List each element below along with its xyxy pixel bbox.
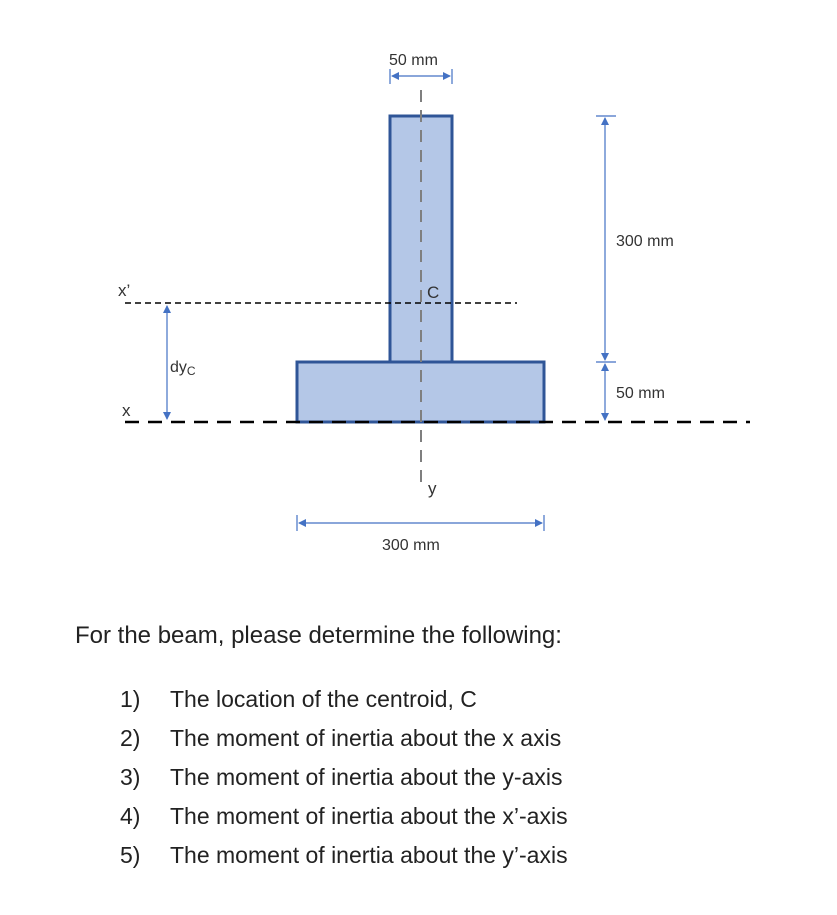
list-item: 1) The location of the centroid, C — [120, 686, 477, 712]
question-prompt: For the beam, please determine the following: — [75, 622, 562, 649]
x-prime-axis-label: x’ — [118, 281, 131, 300]
question-list — [120, 680, 568, 875]
base-height-label: 50 mm — [616, 385, 665, 402]
x-axis-label: x — [122, 401, 131, 420]
list-item: 2) The moment of inertia about the x axis — [120, 725, 562, 751]
dyc-label: dyC — [170, 359, 196, 378]
web-height-label: 300 mm — [616, 233, 674, 250]
y-axis-label: y — [428, 479, 437, 498]
list-item: 5) The moment of inertia about the y’-axis — [120, 842, 568, 868]
list-item: 4) The moment of inertia about the x’-axis — [120, 803, 568, 829]
base-width-label: 300 mm — [382, 537, 440, 554]
top-width-label: 50 mm — [389, 52, 438, 69]
centroid-label: C — [427, 283, 440, 302]
list-item: 3) The moment of inertia about the y-axis — [120, 764, 563, 790]
